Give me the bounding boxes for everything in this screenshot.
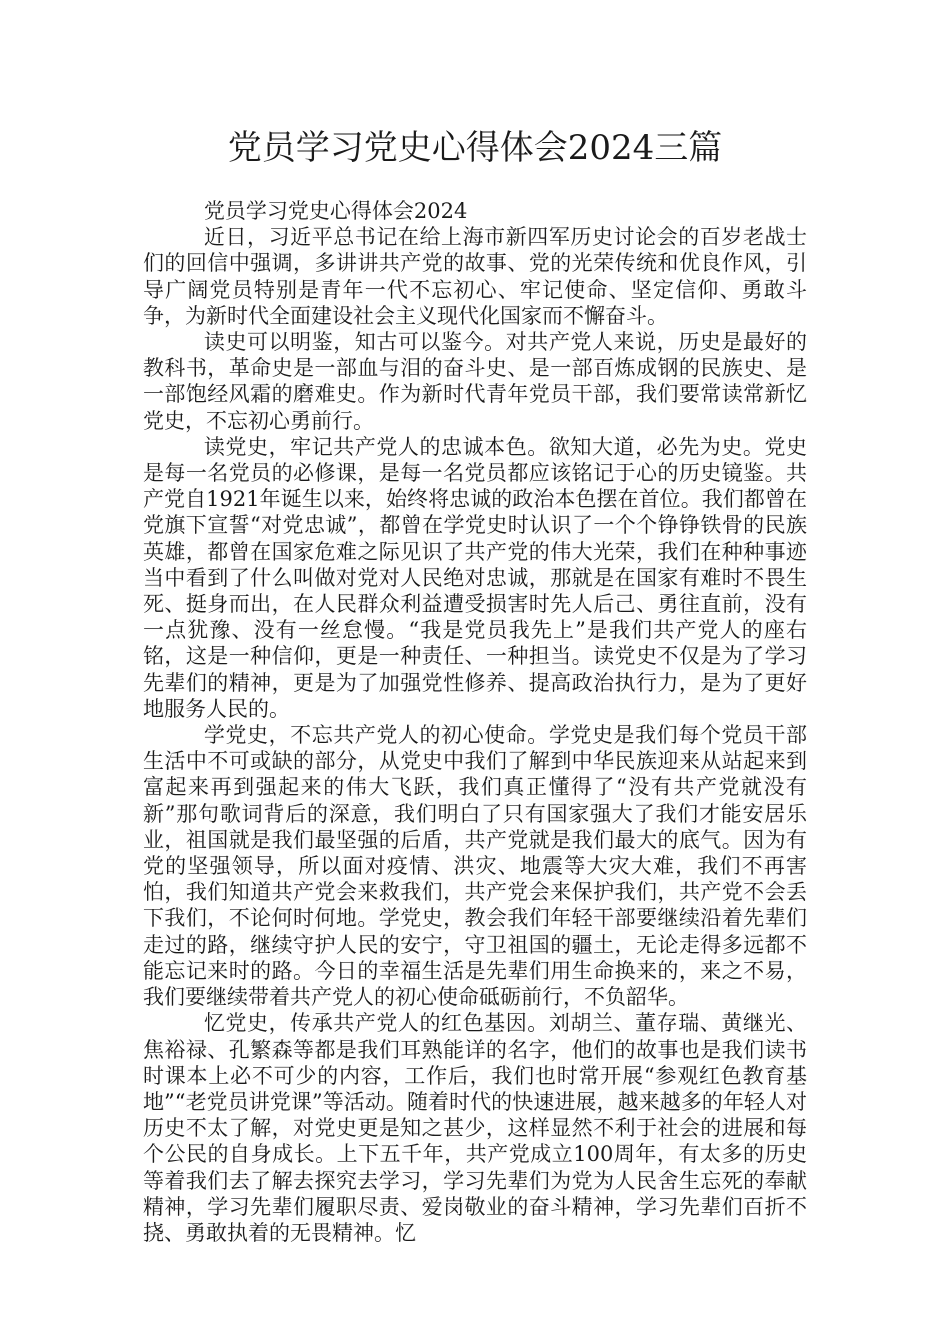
paragraph-subtitle: 党员学习党史心得体会2024 [203, 199, 468, 223]
paragraph: 近日，习近平总书记在给上海市新四军历史讨论会的百岁老战士们的回信中强调，多讲讲共产党的故事、党的光荣传统和优良作风，引导广阔党员特别是青年一代不忘初心、牢记使命、坚定信仰、勇敢斗争，为新时代全面建设社会主义现代化国家而不懈奋斗。 [143, 225, 807, 328]
paragraph: 读史可以明鉴，知古可以鉴今。对共产党人来说，历史是最好的教科书，革命史是一部血与泪的奋斗史、是一部百炼成钢的民族史、是一部饱经风霜的磨难史。作为新时代青年党员干部，我们要常读常新忆党史，不忘初心勇前行。 [143, 330, 807, 433]
document-body [143, 198, 807, 1246]
paragraph: 学党史，不忘共产党人的初心使命。学党史是我们每个党员干部生活中不可或缺的部分，从党史中我们了解到中华民族迎来从站起来到富起来再到强起来的伟大飞跃，我们真正懂得了“没有共产党就没有新”那句歌词背后的深意，我们明白了只有国家强大了我们才能安居乐业，祖国就是我们最坚强的后盾，共产党就是我们最大的底气。因为有党的坚强领导，所以面对疫情、洪灾、地震等大灾大难，我们不再害怕，我们知道共产党会来救我们，共产党会来保护我们，共产党不会丢下我们，不论何时何地。学党史，教会我们年轻干部要继续沿着先辈们走过的路，继续守护人民的安宁，守卫祖国的疆土，无论走得多远都不能忘记来时的路。今日的幸福生活是先辈们用生命换来的，来之不易，我们要继续带着共产党人的初心使命砥砺前行，不负韶华。 [143, 723, 807, 1010]
paragraph: 忆党史，传承共产党人的红色基因。刘胡兰、董存瑞、黄继光、焦裕禄、孔繁森等都是我们耳熟能详的名字，他们的故事也是我们读书时课本上必不可少的内容，工作后，我们也时常开展“参观红色教育基地”“老党员讲党课”等活动。随着时代的快速进展，越来越多的年轻人对历史不太了解，对党史更是知之甚少，这样显然不利于社会的进展和每个公民的自身成长。上下五千年，共产党成立100周年，有太多的历史等着我们去了解去探究去学习，学习先辈们为党为人民舍生忘死的奉献精神，学习先辈们履职尽责、爱岗敬业的奋斗精神，学习先辈们百折不挠、勇敢执着的无畏精神。忆 [143, 1011, 807, 1245]
paragraph: 读党史，牢记共产党人的忠诚本色。欲知大道，必先为史。党史是每一名党员的必修课，是每一名党员都应该铭记于心的历史镜鉴。共产党自1921年诞生以来，始终将忠诚的政治本色摆在首位。我们都曾在党旗下宣誓“对党忠诚”，都曾在学党史时认识了一个个铮铮铁骨的民族英雄，都曾在国家危难之际见识了共产党的伟大光荣，我们在种种事迹当中看到了什么叫做对党对人民绝对忠诚，那就是在国家有难时不畏生死、挺身而出，在人民群众利益遭受损害时先人后己、勇往直前，没有一点犹豫、没有一丝怠慢。“我是党员我先上”是我们共产党人的座右铭，这是一种信仰，更是一种责任、一种担当。读党史不仅是为了学习先辈们的精神，更是为了加强党性修养、提高政治执行力，是为了更好地服务人民的。 [143, 434, 807, 721]
document-title: 党员学习党史心得体会2024三篇 [227, 128, 723, 168]
